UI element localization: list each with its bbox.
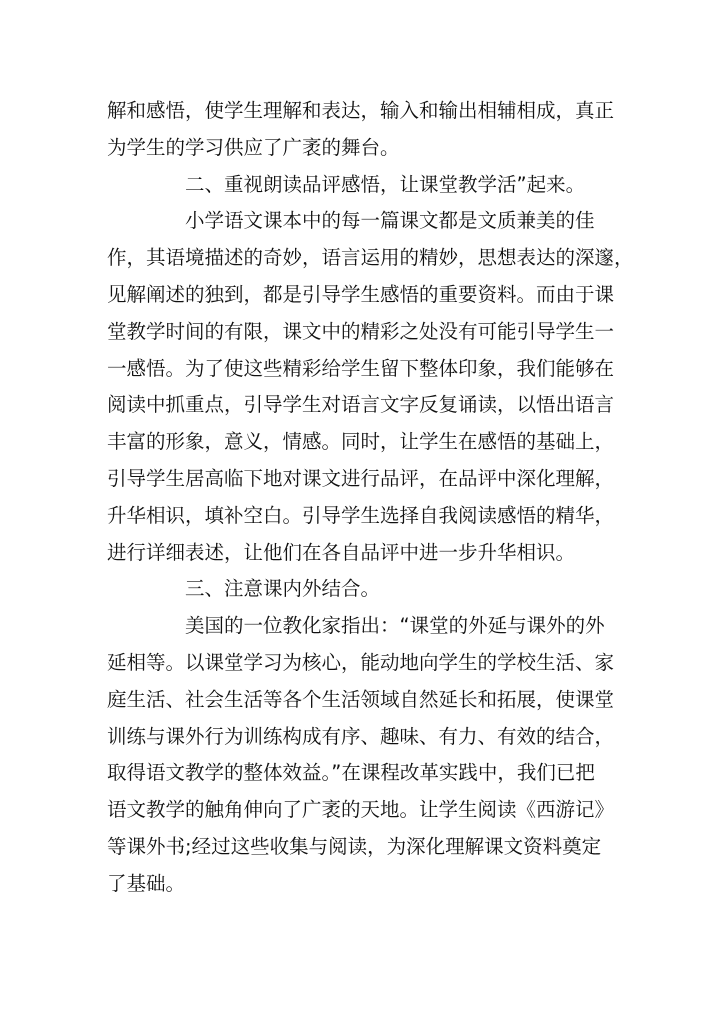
section-heading: 二、重视朗读品评感悟，让课堂教学活”起来。 (185, 172, 586, 196)
text-line: 升华相识，填补空白。引导学生选择自我阅读感悟的精华， (107, 503, 615, 527)
paragraph-first-line: 美国的一位教化家指出：“课堂的外延与课外的外 (185, 614, 605, 638)
text-line: 堂教学时间的有限，课文中的精彩之处没有可能引导学生一 (107, 319, 615, 343)
text-line: 为学生的学习供应了广袤的舞台。 (107, 135, 400, 159)
section-heading: 三、注意课内外结合。 (185, 577, 381, 601)
text-line: 训练与课外行为训练构成有序、趣味、有力、有效的结合， (107, 724, 615, 748)
paragraph-first-line: 小学语文课本中的每一篇课文都是文质兼美的佳 (185, 209, 595, 233)
text-line: 阅读中抓重点，引导学生对语言文字反复诵读，以悟出语言 (107, 393, 615, 417)
text-line: 一感悟。为了使这些精彩给学生留下整体印象，我们能够在 (107, 356, 615, 380)
text-line: 等课外书;经过这些收集与阅读，为深化理解课文资料奠定 (107, 834, 602, 858)
text-line: 语文教学的触角伸向了广袤的天地。让学生阅读《西游记》 (107, 798, 615, 822)
text-line: 延相等。以课堂学习为核心，能动地向学生的学校生活、家 (107, 650, 615, 674)
text-line: 解和感悟，使学生理解和表达，输入和输出相辅相成，真正 (107, 99, 615, 122)
text-line: 取得语文教学的整体效益。”在课程改革实践中，我们已把 (107, 761, 595, 785)
text-line: 见解阐述的独到，都是引导学生感悟的重要资料。而由于课 (107, 282, 615, 306)
text-line: 丰富的形象，意义，情感。同时，让学生在感悟的基础上， (107, 430, 615, 454)
text-line: 进行详细表述，让他们在各自品评中进一步升华相识。 (107, 540, 576, 564)
text-line: 引导学生居高临下地对课文进行品评，在品评中深化理解， (107, 466, 615, 490)
text-line: 作，其语境描述的奇妙，语言运用的精妙，思想表达的深邃， (107, 246, 634, 270)
document-body (107, 93, 634, 903)
text-line: 庭生活、社会生活等各个生活领域自然延长和拓展，使课堂 (107, 687, 615, 711)
text-line: 了基础。 (107, 871, 186, 895)
